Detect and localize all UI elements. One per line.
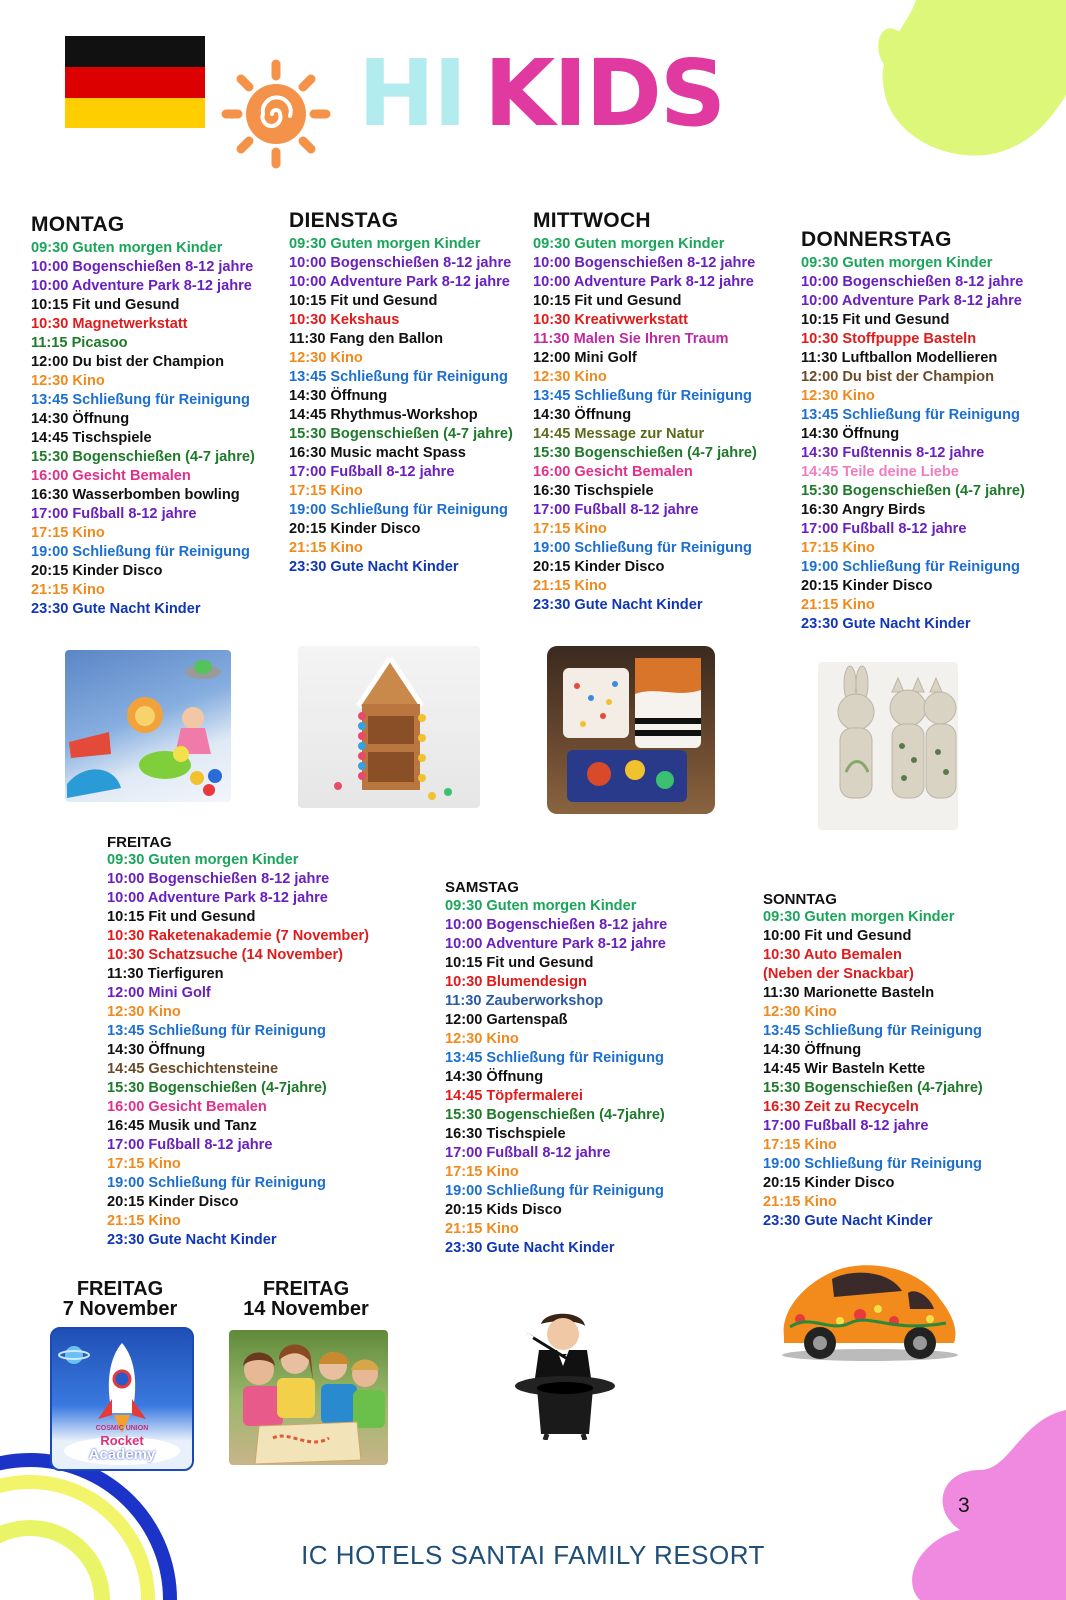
schedule-item: 23:30 Gute Nacht Kinder [107,1232,277,1248]
schedule-item: 17:15 Kino [445,1164,519,1180]
rocket-academy-badge [50,1327,194,1471]
schedule-item: 10:00 Adventure Park 8-12 jahre [801,293,1022,309]
schedule-item: 14:30 Öffnung [289,388,388,404]
schedule-item: 16:30 Zeit zu Recyceln [763,1099,919,1115]
schedule-item: 15:30 Bogenschießen (4-7 jahre) [31,449,255,465]
schedule-item: 12:00 Mini Golf [107,985,211,1001]
schedule-item: 21:15 Kino [31,582,105,598]
schedule-item: 13:45 Schließung für Reinigung [289,369,508,385]
schedule-item: 14:45 Teile deine Liebe [801,464,959,480]
schedule-item: 12:30 Kino [445,1031,519,1047]
page-number: 3 [958,1494,970,1517]
schedule-item: 23:30 Gute Nacht Kinder [801,616,971,632]
schedule-item: 10:00 Bogenschießen 8-12 jahre [31,259,254,275]
schedule-montag [31,239,255,619]
schedule-item: 17:00 Fußball 8-12 jahre [801,521,967,537]
schedule-item: 14:45 Wir Basteln Kette [763,1061,926,1077]
schedule-item: 12:30 Kino [289,350,363,366]
schedule-item: 19:00 Schließung für Reinigung [801,559,1020,575]
schedule-item: 16:00 Gesicht Bemalen [533,464,693,480]
special-friday-14nov-day: FREITAG [262,1278,350,1300]
schedule-item: 15:30 Bogenschießen (4-7 jahre) [801,483,1025,499]
pink-splash-shape [900,1410,1066,1600]
schedule-item: 17:00 Fußball 8-12 jahre [533,502,699,518]
schedule-item: 19:00 Schließung für Reinigung [31,544,250,560]
schedule-item: 10:30 Blumendesign [445,974,587,990]
treasure-hunt-photo [229,1330,388,1465]
schedule-item: 20:15 Kinder Disco [107,1194,239,1210]
schedule-item: 09:30 Guten morgen Kinder [445,898,637,914]
schedule-item: 14:30 Öffnung [31,411,130,427]
schedule-item: 20:15 Kids Disco [445,1202,562,1218]
schedule-item: 13:45 Schließung für Reinigung [763,1023,982,1039]
schedule-item: 21:15 Kino [445,1221,519,1237]
schedule-item: 16:00 Gesicht Bemalen [107,1099,267,1115]
schedule-item: 17:00 Fußball 8-12 jahre [107,1137,273,1153]
schedule-item: 14:30 Öffnung [445,1069,544,1085]
schedule-item: 10:15 Fit und Gesund [289,293,438,309]
gingerbread-house-photo [298,646,480,808]
schedule-item: 09:30 Guten morgen Kinder [31,240,223,256]
schedule-mittwoch [533,235,757,615]
schedule-item: 15:30 Bogenschießen (4-7jahre) [763,1080,983,1096]
schedule-item: 11:30 Fang den Ballon [289,331,444,347]
schedule-item: 14:30 Öffnung [533,407,632,423]
schedule-item: 13:45 Schließung für Reinigung [107,1023,326,1039]
schedule-item: 10:00 Bogenschießen 8-12 jahre [289,255,512,271]
schedule-item: 14:30 Öffnung [801,426,900,442]
schedule-item: 12:30 Kino [31,373,105,389]
schedule-donnerstag [801,254,1025,634]
schedule-item: 20:15 Kinder Disco [763,1175,895,1191]
schedule-item: 09:30 Guten morgen Kinder [107,852,299,868]
schedule-item: 12:00 Du bist der Champion [801,369,994,385]
schedule-item: 11:30 Tierfiguren [107,966,224,982]
schedule-item: 15:30 Bogenschießen (4-7 jahre) [533,445,757,461]
special-friday-14nov-label [226,1279,386,1319]
schedule-item: 21:15 Kino [801,597,875,613]
german-flag-icon [65,36,205,128]
schedule-samstag [445,897,667,1258]
schedule-item: 19:00 Schließung für Reinigung [763,1156,982,1172]
schedule-item: 21:15 Kino [289,540,363,556]
schedule-item: 16:30 Music macht Spass [289,445,466,461]
badge-top-text: COSMIC UNION [95,1425,149,1432]
schedule-item: 10:00 Adventure Park 8-12 jahre [533,274,754,290]
schedule-item: 23:30 Gute Nacht Kinder [289,559,459,575]
schedule-item: (Neben der Snackbar) [763,966,914,982]
schedule-item: 10:30 Auto Bemalen [763,947,902,963]
schedule-item: 11:30 Marionette Basteln [763,985,935,1001]
schedule-item: 11:30 Zauberworkshop [445,993,604,1009]
schedule-item: 12:30 Kino [801,388,875,404]
schedule-freitag [107,851,369,1250]
schedule-item: 17:15 Kino [801,540,875,556]
schedule-item: 19:00 Schließung für Reinigung [445,1183,664,1199]
schedule-item: 10:15 Fit und Gesund [533,293,682,309]
schedule-item: 21:15 Kino [763,1194,837,1210]
toy-figures-photo [65,650,231,802]
day-title-samstag: SAMSTAG [445,879,519,896]
schedule-item: 09:30 Guten morgen Kinder [763,909,955,925]
schedule-item: 10:00 Bogenschießen 8-12 jahre [533,255,756,271]
schedule-item: 10:00 Bogenschießen 8-12 jahre [445,917,668,933]
schedule-item: 10:15 Fit und Gesund [801,312,950,328]
schedule-item: 16:00 Gesicht Bemalen [31,468,191,484]
soap-bars-photo [547,646,715,814]
schedule-item: 09:30 Guten morgen Kinder [533,236,725,252]
schedule-item: 14:45 Message zur Natur [533,426,705,442]
title-hi: HI [358,40,466,147]
schedule-item: 23:30 Gute Nacht Kinder [533,597,703,613]
schedule-item: 15:30 Bogenschießen (4-7 jahre) [289,426,513,442]
schedule-item: 10:30 Raketenakademie (7 November) [107,928,370,944]
schedule-item: 20:15 Kinder Disco [31,563,163,579]
schedule-sonntag [763,908,983,1231]
schedule-item: 10:30 Stoffpuppe Basteln [801,331,977,347]
special-friday-7nov-date: 7 November [62,1298,178,1320]
schedule-item: 10:30 Kekshaus [289,312,400,328]
schedule-item: 15:30 Bogenschießen (4-7jahre) [107,1080,327,1096]
schedule-item: 17:00 Fußball 8-12 jahre [445,1145,611,1161]
schedule-item: 20:15 Kinder Disco [289,521,421,537]
schedule-item: 16:45 Musik und Tanz [107,1118,257,1134]
schedule-item: 14:30 Öffnung [763,1042,862,1058]
schedule-item: 17:15 Kino [533,521,607,537]
special-friday-7nov-label [40,1279,200,1319]
schedule-item: 10:00 Bogenschießen 8-12 jahre [107,871,330,887]
schedule-item: 10:30 Schatzsuche (14 November) [107,947,344,963]
schedule-item: 11:15 Picasoo [31,335,128,351]
schedule-item: 09:30 Guten morgen Kinder [801,255,993,271]
schedule-item: 10:30 Kreativwerkstatt [533,312,688,328]
schedule-item: 14:45 Rhythmus-Workshop [289,407,478,423]
schedule-item: 17:00 Fußball 8-12 jahre [31,506,197,522]
schedule-item: 17:15 Kino [31,525,105,541]
schedule-item: 13:45 Schließung für Reinigung [31,392,250,408]
schedule-item: 17:00 Fußball 8-12 jahre [763,1118,929,1134]
schedule-item: 21:15 Kino [107,1213,181,1229]
schedule-item: 20:15 Kinder Disco [801,578,933,594]
schedule-item: 12:00 Du bist der Champion [31,354,224,370]
schedule-item: 21:15 Kino [533,578,607,594]
schedule-item: 13:45 Schließung für Reinigung [445,1050,664,1066]
day-title-dienstag: DIENSTAG [289,209,399,232]
schedule-item: 10:15 Fit und Gesund [31,297,180,313]
schedule-item: 15:30 Bogenschießen (4-7jahre) [445,1107,665,1123]
schedule-item: 10:15 Fit und Gesund [445,955,594,971]
schedule-item: 14:45 Geschichtensteine [107,1061,279,1077]
resort-name: IC HOTELS SANTAI FAMILY RESORT [301,1540,765,1570]
schedule-item: 12:30 Kino [533,369,607,385]
schedule-item: 14:45 Tischspiele [31,430,152,446]
schedule-item: 10:15 Fit und Gesund [107,909,256,925]
special-friday-14nov-date: 14 November [243,1298,369,1320]
day-title-donnerstag: DONNERSTAG [801,228,952,251]
magician-boy-illustration [505,1310,625,1440]
schedule-item: 23:30 Gute Nacht Kinder [31,601,201,617]
schedule-item: 17:15 Kino [289,483,363,499]
schedule-dienstag [289,235,513,577]
title-kids: KIDS [484,40,725,147]
schedule-item: 19:00 Schließung für Reinigung [107,1175,326,1191]
painted-car-illustration [770,1257,962,1363]
schedule-item: 14:30 Fußtennis 8-12 jahre [801,445,985,461]
schedule-item: 14:30 Öffnung [107,1042,206,1058]
schedule-item: 12:00 Mini Golf [533,350,637,366]
schedule-item: 11:30 Malen Sie Ihren Traum [533,331,729,347]
badge-academy-text: Academy [88,1446,156,1463]
schedule-item: 10:30 Magnetwerkstatt [31,316,188,332]
schedule-item: 10:00 Fit und Gesund [763,928,912,944]
schedule-item: 10:00 Adventure Park 8-12 jahre [289,274,510,290]
schedule-item: 16:30 Tischspiele [533,483,654,499]
schedule-item: 23:30 Gute Nacht Kinder [763,1213,933,1229]
schedule-item: 17:00 Fußball 8-12 jahre [289,464,455,480]
special-friday-7nov-day: FREITAG [76,1278,164,1300]
schedule-item: 11:30 Luftballon Modellieren [801,350,998,366]
sun-icon [220,58,332,170]
schedule-item: 10:00 Adventure Park 8-12 jahre [31,278,252,294]
schedule-item: 13:45 Schließung für Reinigung [533,388,752,404]
schedule-item: 10:00 Adventure Park 8-12 jahre [107,890,328,906]
schedule-item: 09:30 Guten morgen Kinder [289,236,481,252]
schedule-item: 16:30 Tischspiele [445,1126,566,1142]
day-title-montag: MONTAG [31,213,125,236]
schedule-item: 12:30 Kino [763,1004,837,1020]
schedule-item: 16:30 Wasserbomben bowling [31,487,240,503]
schedule-item: 23:30 Gute Nacht Kinder [445,1240,615,1256]
day-title-sonntag: SONNTAG [763,891,837,908]
schedule-item: 10:00 Adventure Park 8-12 jahre [445,936,666,952]
fabric-dolls-photo [818,662,958,830]
schedule-item: 19:00 Schließung für Reinigung [289,502,508,518]
schedule-item: 20:15 Kinder Disco [533,559,665,575]
green-splash-shape [876,0,1066,165]
schedule-item: 17:15 Kino [763,1137,837,1153]
schedule-item: 17:15 Kino [107,1156,181,1172]
day-title-freitag: FREITAG [107,834,172,851]
day-title-mittwoch: MITTWOCH [533,209,651,232]
badge-rocket-text: Rocket [100,1433,144,1448]
schedule-item: 14:45 Töpfermalerei [445,1088,583,1104]
schedule-item: 12:00 Gartenspaß [445,1012,568,1028]
schedule-item: 16:30 Angry Birds [801,502,926,518]
schedule-item: 10:00 Bogenschießen 8-12 jahre [801,274,1024,290]
schedule-item: 13:45 Schließung für Reinigung [801,407,1020,423]
schedule-item: 19:00 Schließung für Reinigung [533,540,752,556]
schedule-item: 12:30 Kino [107,1004,181,1020]
